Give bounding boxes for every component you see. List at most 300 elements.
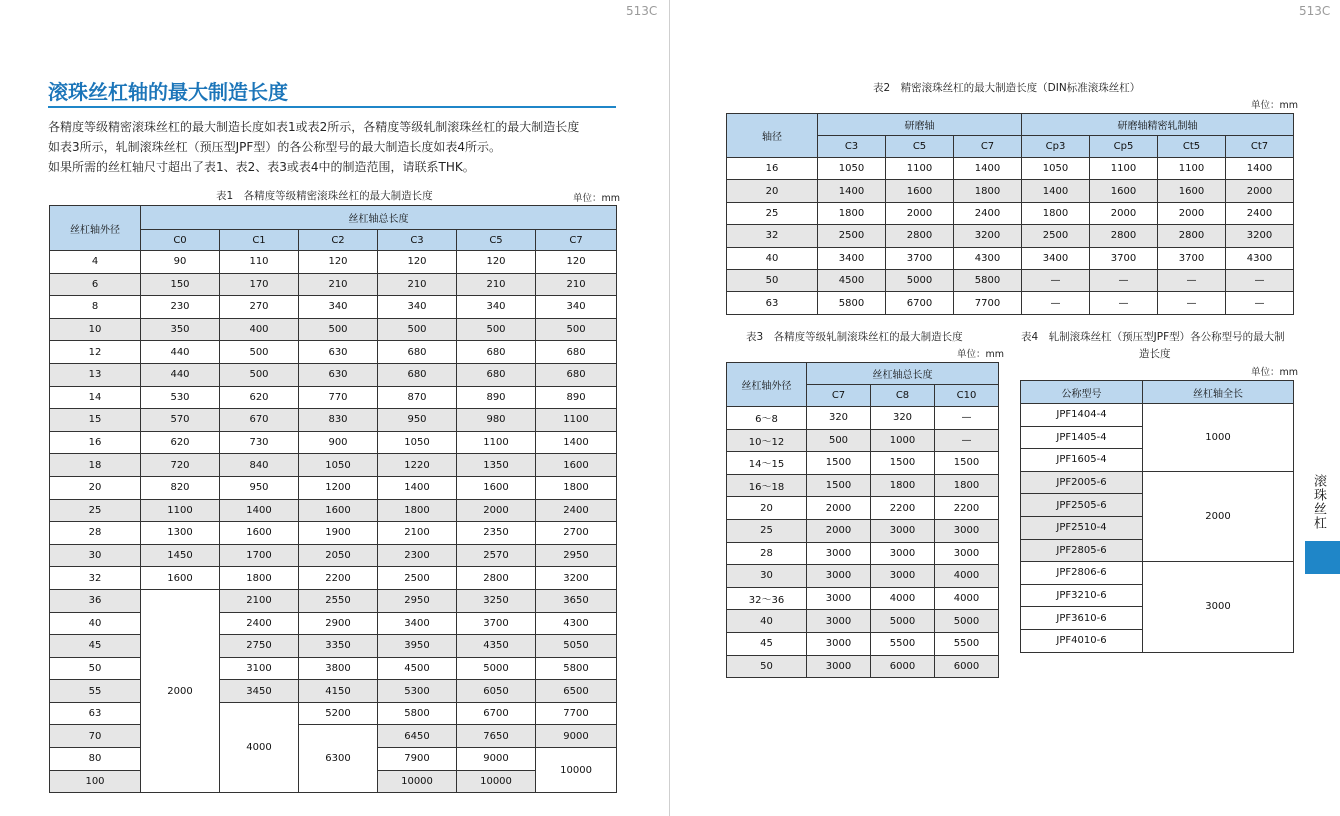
table1-cell: 680 — [378, 363, 457, 386]
table-row — [1021, 404, 1294, 427]
table1-cell: 6300 — [299, 725, 378, 793]
intro-line: 各精度等级精密滚珠丝杠的最大制造长度如表1或表2所示，各精度等级轧制滚珠丝杠的最大制造长度 — [48, 120, 580, 134]
table2-cell: 1050 — [1022, 158, 1090, 180]
table3-cell: 2000 — [807, 497, 871, 520]
table1-cell: 3950 — [378, 635, 457, 658]
table-row — [50, 273, 617, 296]
table-row — [50, 296, 617, 319]
table1-cell: 1600 — [457, 476, 536, 499]
table4-model: JPF3610-6 — [1021, 607, 1143, 630]
table1-col-header: C0 — [141, 230, 220, 251]
table-row — [50, 612, 617, 635]
table1-cell: 830 — [299, 409, 378, 432]
table2-col-header: C5 — [886, 136, 954, 158]
table3-cell: 1800 — [871, 474, 935, 497]
table1-cell: 1400 — [220, 499, 299, 522]
table1-cell: 500 — [299, 318, 378, 341]
table4-model: JPF1404-4 — [1021, 404, 1143, 427]
table3-col-header: C7 — [807, 385, 871, 407]
table2-cell: 2500 — [1022, 225, 1090, 247]
table1-cell: 620 — [141, 431, 220, 454]
table1-cell: 950 — [220, 476, 299, 499]
table1-unit: 单位：mm — [573, 193, 621, 204]
table3 — [726, 362, 999, 678]
table3-row-label: 30 — [727, 565, 807, 588]
table2-cell: 1800 — [1022, 202, 1090, 224]
table2-cell: 2400 — [954, 202, 1022, 224]
table1-row-label: 10 — [50, 318, 141, 341]
table1-cell: 1220 — [378, 454, 457, 477]
table1-cell: 2800 — [457, 567, 536, 590]
page-number-left: 513C — [626, 4, 658, 18]
table3-cell: 1000 — [871, 429, 935, 452]
table-row — [50, 251, 617, 274]
table3-cell: 1500 — [871, 452, 935, 475]
table2-cell: 1800 — [818, 202, 886, 224]
table1-cell: 500 — [457, 318, 536, 341]
table1-cell: 4000 — [220, 702, 299, 792]
table1-cell: 230 — [141, 296, 220, 319]
table1-row-label: 14 — [50, 386, 141, 409]
section-heading — [48, 78, 616, 108]
table1-cell: 340 — [536, 296, 617, 319]
table2-cell: 1100 — [1158, 158, 1226, 180]
table3-group-header: 丝杠轴总长度 — [807, 363, 999, 385]
table2-cell: 1400 — [818, 180, 886, 202]
table-row — [727, 202, 1294, 224]
table1-row-label: 18 — [50, 454, 141, 477]
table1-cell: 500 — [536, 318, 617, 341]
table1-cell: 1450 — [141, 544, 220, 567]
table4-length: 2000 — [1143, 471, 1294, 561]
table1-cell: 3250 — [457, 589, 536, 612]
table1-cell: 2000 — [457, 499, 536, 522]
table-row — [50, 567, 617, 590]
intro-paragraph — [48, 117, 628, 177]
table2-cell: 7700 — [954, 292, 1022, 314]
table2-cell: 2800 — [1158, 225, 1226, 247]
table2-cell: 5800 — [818, 292, 886, 314]
table4-model: JPF2805-6 — [1021, 539, 1143, 562]
table3-cell: 5500 — [871, 632, 935, 655]
table3-col-header: C10 — [935, 385, 999, 407]
table2-col-header: C3 — [818, 136, 886, 158]
table-row — [727, 269, 1294, 291]
table1-cell: 500 — [220, 363, 299, 386]
table1-cell: 680 — [457, 341, 536, 364]
table2-col-header: Cp5 — [1090, 136, 1158, 158]
table1-cell: 340 — [378, 296, 457, 319]
table3-cell: 320 — [807, 407, 871, 430]
table2-col-header: Ct5 — [1158, 136, 1226, 158]
table-row — [50, 522, 617, 545]
table3-cell: 1800 — [935, 474, 999, 497]
table-row — [50, 725, 617, 748]
table2-cell: — — [1226, 292, 1294, 314]
table3-cell: 3000 — [807, 565, 871, 588]
table1-cell: 980 — [457, 409, 536, 432]
table2-cell: 1800 — [954, 180, 1022, 202]
table3-cell: — — [935, 429, 999, 452]
table1-cell: 730 — [220, 431, 299, 454]
table3-cell: 4000 — [935, 587, 999, 610]
table1-cell: 5300 — [378, 680, 457, 703]
table2-cell: 3700 — [886, 247, 954, 269]
table-row — [727, 519, 999, 542]
table1-cell: 720 — [141, 454, 220, 477]
table1-row-label: 36 — [50, 589, 141, 612]
table2-row-label: 63 — [727, 292, 818, 314]
table-row — [727, 542, 999, 565]
table3-caption: 表3 各精度等级轧制滚珠丝杠的最大制造长度 — [746, 331, 963, 343]
table1-cell: 2500 — [378, 567, 457, 590]
table3-cell: — — [935, 407, 999, 430]
table3-cell: 5500 — [935, 632, 999, 655]
table4-col-length: 丝杠轴全长 — [1143, 381, 1294, 404]
table-row — [727, 247, 1294, 269]
table-row — [727, 452, 999, 475]
table1-cell: 680 — [457, 363, 536, 386]
table2-cell: 2400 — [1226, 202, 1294, 224]
table1-cell: 440 — [141, 363, 220, 386]
table1-cell: 120 — [378, 251, 457, 274]
table-row — [727, 587, 999, 610]
table1-cell: 3700 — [457, 612, 536, 635]
table1-cell: 210 — [457, 273, 536, 296]
table1-cell: 1800 — [378, 499, 457, 522]
table1-cell: 950 — [378, 409, 457, 432]
table4-unit: 单位：mm — [1251, 367, 1299, 378]
table2-cell: 2800 — [886, 225, 954, 247]
table1-cell: 120 — [299, 251, 378, 274]
table3-cell: 2000 — [807, 519, 871, 542]
table2 — [726, 113, 1294, 315]
table2-group-ground: 研磨轴 — [818, 114, 1022, 136]
table1-row-label: 13 — [50, 363, 141, 386]
table1-cell: 210 — [299, 273, 378, 296]
table3-row-label: 25 — [727, 519, 807, 542]
table1-row-label: 70 — [50, 725, 141, 748]
table-row — [1021, 471, 1294, 494]
table1-cell: 4500 — [378, 657, 457, 680]
table3-row-label: 32～36 — [727, 587, 807, 610]
table2-cell: 2800 — [1090, 225, 1158, 247]
table-row — [50, 499, 617, 522]
table1-row-label: 40 — [50, 612, 141, 635]
table1-row-label: 15 — [50, 409, 141, 432]
table1-col-header: C7 — [536, 230, 617, 251]
table2-cell: 1050 — [818, 158, 886, 180]
table1-cell: 1350 — [457, 454, 536, 477]
table-row — [50, 363, 617, 386]
table1-cell: 3400 — [378, 612, 457, 635]
table1-cell: 630 — [299, 363, 378, 386]
table-row — [50, 702, 617, 725]
table1-cell: 2700 — [536, 522, 617, 545]
table1-cell: 680 — [536, 341, 617, 364]
table1-cell: 10000 — [378, 770, 457, 793]
table1-cell: 1050 — [378, 431, 457, 454]
table2-cell: 1100 — [1090, 158, 1158, 180]
table1-row-label: 45 — [50, 635, 141, 658]
table1-cell: 6450 — [378, 725, 457, 748]
table3-cell: 3000 — [807, 587, 871, 610]
table1-cell: 1800 — [220, 567, 299, 590]
table2-cell: 3200 — [1226, 225, 1294, 247]
table1-cell: 1100 — [536, 409, 617, 432]
table3-col-header: C8 — [871, 385, 935, 407]
table1-col-header: C1 — [220, 230, 299, 251]
side-tab-label: 滚珠丝杠 — [1311, 474, 1326, 530]
table1-cell: 2750 — [220, 635, 299, 658]
table2-cell: — — [1090, 269, 1158, 291]
table1-cell: 340 — [457, 296, 536, 319]
table3-cell: 4000 — [935, 565, 999, 588]
table1-cell: 1600 — [536, 454, 617, 477]
table3-cell: 1500 — [807, 452, 871, 475]
table3-row-header: 丝杠轴外径 — [727, 363, 807, 407]
table-row — [727, 429, 999, 452]
table3-cell: 4000 — [871, 587, 935, 610]
table1-cell: 630 — [299, 341, 378, 364]
table3-row-label: 50 — [727, 655, 807, 678]
table1-cell: 2400 — [220, 612, 299, 635]
table1-cell: 1300 — [141, 522, 220, 545]
table1-cell: 1800 — [536, 476, 617, 499]
table1-cell: 350 — [141, 318, 220, 341]
table1-row-label: 12 — [50, 341, 141, 364]
table4-length: 1000 — [1143, 404, 1294, 472]
table-row — [50, 657, 617, 680]
table2-cell: 2000 — [1090, 202, 1158, 224]
table1-row-label: 6 — [50, 273, 141, 296]
table1-cell: 5200 — [299, 702, 378, 725]
table1-cell: 530 — [141, 386, 220, 409]
table4-model: JPF4010-6 — [1021, 629, 1143, 652]
table2-row-header: 轴径 — [727, 114, 818, 158]
intro-line: 如果所需的丝杠轴尺寸超出了表1、表2、表3或表4中的制造范围，请联系THK。 — [48, 160, 475, 174]
table3-cell: 3000 — [871, 519, 935, 542]
table1-cell: 2350 — [457, 522, 536, 545]
table1-cell: 1400 — [536, 431, 617, 454]
table2-row-label: 25 — [727, 202, 818, 224]
table-row — [50, 544, 617, 567]
table4-caption-line2: 造长度 — [1139, 348, 1171, 360]
table1-cell: 2950 — [378, 589, 457, 612]
table1-cell: 4350 — [457, 635, 536, 658]
table4-length: 3000 — [1143, 562, 1294, 652]
table3-cell: 3000 — [935, 542, 999, 565]
table2-row-label: 16 — [727, 158, 818, 180]
table1-group-header: 丝杠轴总长度 — [141, 206, 617, 230]
table-row — [727, 565, 999, 588]
table-row — [727, 292, 1294, 314]
table1-cell: 9000 — [457, 748, 536, 771]
table1-row-label: 50 — [50, 657, 141, 680]
table3-cell: 6000 — [871, 655, 935, 678]
table1-row-label: 8 — [50, 296, 141, 319]
table1-cell: 1050 — [299, 454, 378, 477]
table3-row-label: 28 — [727, 542, 807, 565]
table2-col-header: Cp3 — [1022, 136, 1090, 158]
table3-unit: 单位：mm — [957, 349, 1005, 360]
table1-cell: 2570 — [457, 544, 536, 567]
table1-cell: 890 — [536, 386, 617, 409]
table1-cell: 3650 — [536, 589, 617, 612]
table4-caption-line1: 表4 轧制滚珠丝杠（预压型JPF型）各公称型号的最大制 — [1021, 331, 1285, 343]
table2-cell: 5800 — [954, 269, 1022, 291]
table4-model: JPF3210-6 — [1021, 584, 1143, 607]
table1-cell: 7650 — [457, 725, 536, 748]
table1-cell: 7700 — [536, 702, 617, 725]
intro-line: 如表3所示，轧制滚珠丝杠（预压型JPF型）的各公称型号的最大制造长度如表4所示。 — [48, 140, 501, 154]
table2-cell: 4300 — [1226, 247, 1294, 269]
table3-row-label: 40 — [727, 610, 807, 633]
table1-cell: 5050 — [536, 635, 617, 658]
table2-cell: — — [1158, 269, 1226, 291]
table3-cell: 6000 — [935, 655, 999, 678]
table1-cell: 820 — [141, 476, 220, 499]
table1-col-header: C3 — [378, 230, 457, 251]
table1-row-label: 28 — [50, 522, 141, 545]
table2-cell: 1400 — [1226, 158, 1294, 180]
table3-cell: 3000 — [807, 610, 871, 633]
table1-cell: 1600 — [141, 567, 220, 590]
table3-row-label: 14～15 — [727, 452, 807, 475]
table2-row-label: 50 — [727, 269, 818, 291]
table3-cell: 3000 — [871, 542, 935, 565]
table4-model: JPF2806-6 — [1021, 562, 1143, 585]
table-row — [727, 497, 999, 520]
table4 — [1020, 380, 1294, 653]
table2-cell: — — [1022, 269, 1090, 291]
table1-cell: 4150 — [299, 680, 378, 703]
table3-cell: 1500 — [807, 474, 871, 497]
table1-row-label: 32 — [50, 567, 141, 590]
table1-row-label: 16 — [50, 431, 141, 454]
table1-cell: 2550 — [299, 589, 378, 612]
table1-cell: 770 — [299, 386, 378, 409]
table1-row-label: 30 — [50, 544, 141, 567]
table2-cell: 1400 — [1022, 180, 1090, 202]
table1-cell: 270 — [220, 296, 299, 319]
table3-cell: 500 — [807, 429, 871, 452]
table1-row-label: 20 — [50, 476, 141, 499]
table-row — [50, 635, 617, 658]
table-row — [727, 225, 1294, 247]
table1-col-header: C5 — [457, 230, 536, 251]
table1-cell: 2050 — [299, 544, 378, 567]
table3-cell: 5000 — [935, 610, 999, 633]
table1-row-label: 4 — [50, 251, 141, 274]
table1-caption: 表1 各精度等级精密滚珠丝杠的最大制造长度 — [216, 190, 433, 202]
table2-cell: 1600 — [1090, 180, 1158, 202]
table1-cell: 3100 — [220, 657, 299, 680]
table-row — [50, 318, 617, 341]
table1-cell: 1400 — [378, 476, 457, 499]
table2-cell: — — [1158, 292, 1226, 314]
table1-cell: 2000 — [141, 589, 220, 792]
table2-cell: 2000 — [1158, 202, 1226, 224]
table-row — [1021, 562, 1294, 585]
table2-cell: 2000 — [1226, 180, 1294, 202]
table2-group-rolled: 研磨轴精密轧制轴 — [1022, 114, 1294, 136]
side-tab-marker — [1305, 541, 1340, 574]
table1-cell: 120 — [536, 251, 617, 274]
table2-cell: 3400 — [1022, 247, 1090, 269]
table1-cell: 5000 — [457, 657, 536, 680]
table3-row-label: 20 — [727, 497, 807, 520]
table1 — [49, 205, 617, 793]
table4-model: JPF2505-6 — [1021, 494, 1143, 517]
table2-cell: 5000 — [886, 269, 954, 291]
table2-cell: 1100 — [886, 158, 954, 180]
table1-cell: 6700 — [457, 702, 536, 725]
table1-cell: 1200 — [299, 476, 378, 499]
table1-cell: 3450 — [220, 680, 299, 703]
table1-cell: 680 — [536, 363, 617, 386]
table1-cell: 110 — [220, 251, 299, 274]
table1-cell: 340 — [299, 296, 378, 319]
table2-cell: 4500 — [818, 269, 886, 291]
table1-cell: 5800 — [536, 657, 617, 680]
table-row — [727, 158, 1294, 180]
table1-cell: 670 — [220, 409, 299, 432]
table4-model: JPF1605-4 — [1021, 449, 1143, 472]
table1-cell: 1600 — [299, 499, 378, 522]
table1-cell: 3200 — [536, 567, 617, 590]
table3-cell: 3000 — [807, 632, 871, 655]
table2-cell: 1600 — [886, 180, 954, 202]
table2-col-header: C7 — [954, 136, 1022, 158]
table2-cell: — — [1090, 292, 1158, 314]
table1-row-header: 丝杠轴外径 — [50, 206, 141, 251]
table-row — [727, 610, 999, 633]
table2-cell: 3400 — [818, 247, 886, 269]
table1-cell: 2400 — [536, 499, 617, 522]
table1-cell: 400 — [220, 318, 299, 341]
table2-row-label: 40 — [727, 247, 818, 269]
table3-cell: 3000 — [935, 519, 999, 542]
table2-cell: 1600 — [1158, 180, 1226, 202]
table-row — [50, 409, 617, 432]
table3-cell: 2200 — [871, 497, 935, 520]
table2-unit: 单位：mm — [1251, 100, 1299, 111]
table-row — [727, 632, 999, 655]
table1-cell: 2900 — [299, 612, 378, 635]
table1-row-label: 100 — [50, 770, 141, 793]
table4-model: JPF1405-4 — [1021, 426, 1143, 449]
table1-cell: 4300 — [536, 612, 617, 635]
table1-cell: 120 — [457, 251, 536, 274]
table1-cell: 890 — [457, 386, 536, 409]
table1-cell: 2300 — [378, 544, 457, 567]
table-row — [50, 589, 617, 612]
table1-cell: 6050 — [457, 680, 536, 703]
table-row — [727, 655, 999, 678]
table-row — [50, 454, 617, 477]
table1-cell: 1700 — [220, 544, 299, 567]
table3-cell: 3000 — [807, 655, 871, 678]
table1-cell: 7900 — [378, 748, 457, 771]
table2-cell: — — [1226, 269, 1294, 291]
table4-col-model: 公称型号 — [1021, 381, 1143, 404]
table1-cell: 10000 — [536, 748, 617, 793]
table1-cell: 500 — [220, 341, 299, 364]
table3-cell: 2200 — [935, 497, 999, 520]
table1-cell: 1900 — [299, 522, 378, 545]
table3-cell: 3000 — [807, 542, 871, 565]
